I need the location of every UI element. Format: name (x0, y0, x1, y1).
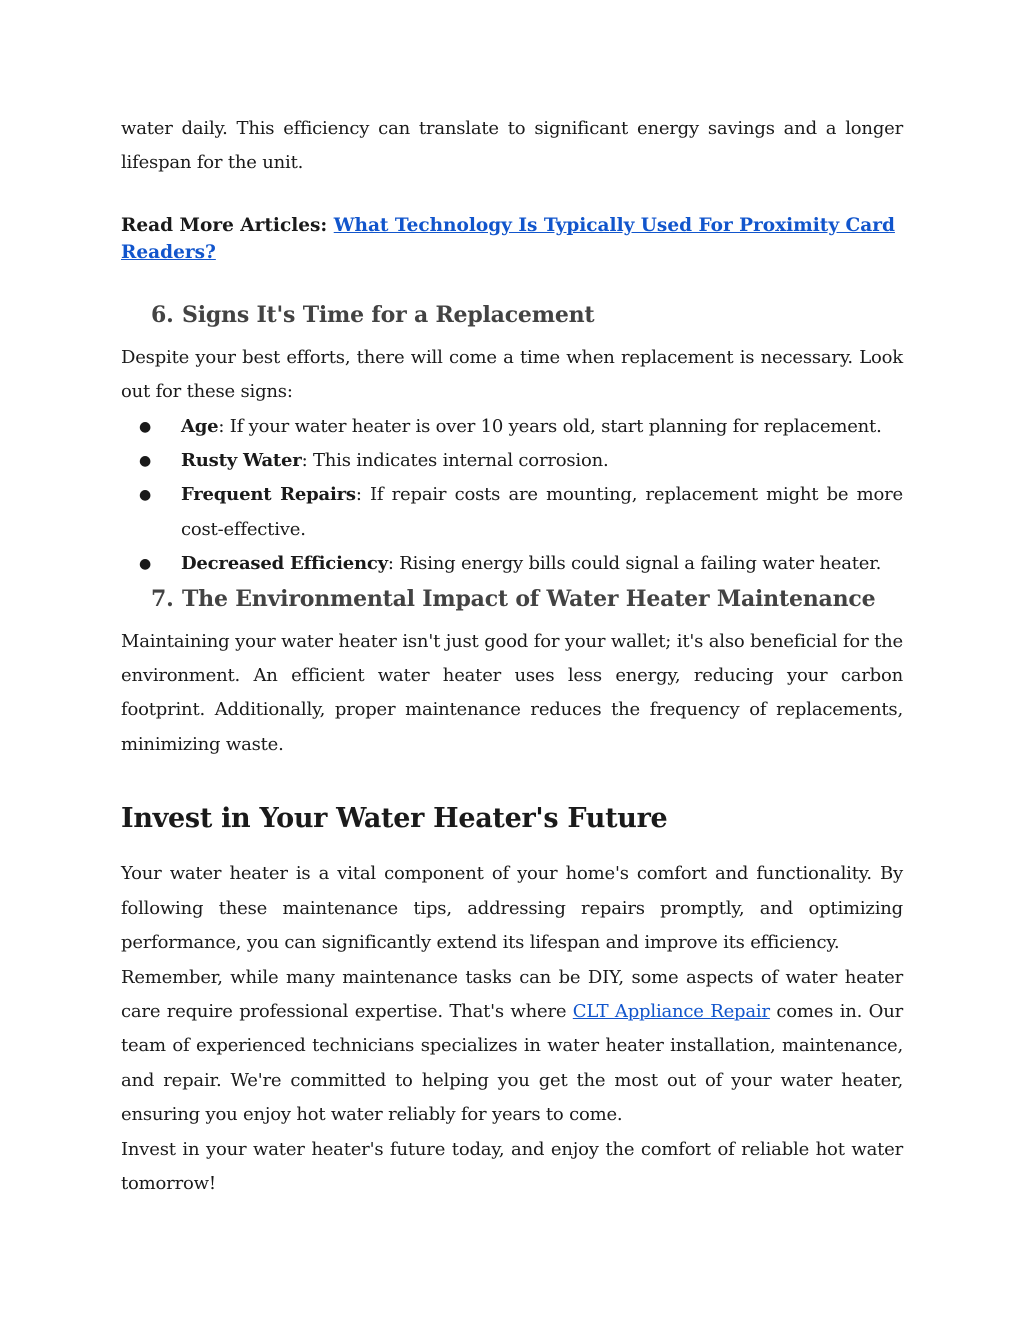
section-6-number: 6. (151, 301, 174, 328)
signs-list (121, 410, 903, 582)
section-7-title: The Environmental Impact of Water Heater Maintenance (182, 585, 876, 612)
bullet-icon: ● (139, 487, 152, 504)
list-item-text: : Rising energy bills could signal a failing water heater. (387, 553, 882, 575)
conclusion-paragraph-1: Your water heater is a vital component of your home's comfort and functionality. By following these maintenance tips, addressing repairs promptly, and optimizing performance, you can significantly extend its lifespan and improve its efficiency. (121, 863, 903, 954)
section-6-intro: Despite your best efforts, there will come a time when replacement is necessary. Look out for these signs: (121, 346, 903, 403)
list-item (121, 444, 903, 478)
section-7-heading (121, 584, 903, 614)
document-page (121, 112, 903, 1201)
list-item-text: : If your water heater is over 10 years old, start planning for replacement. (218, 415, 882, 437)
conclusion-paragraph-2-before: Remember, while many maintenance tasks can be DIY, some aspects of water heater care require professional expertise. That's where (121, 966, 903, 1022)
read-more-label: Read More Articles: (121, 214, 334, 236)
list-item-term: Rusty Water (181, 450, 302, 472)
list-item-text: : If repair costs are mounting, replacement might be more cost-effective. (181, 484, 903, 540)
section-6-heading (121, 300, 903, 330)
read-more-link[interactable]: What Technology Is Typically Used For Proximity Card Readers? (121, 214, 895, 263)
list-item-term: Age (181, 415, 219, 437)
conclusion-paragraph-2-after: comes in. Our team of experienced technicians specializes in water heater installation, maintenance, and repair. We're committed to helping you get the most out of your water heater, ensuring you enjoy hot water reliably for years to come. (121, 1000, 903, 1126)
list-item (121, 478, 903, 547)
conclusion-paragraph-3: Invest in your water heater's future today, and enjoy the comfort of reliable hot water tomorrow! (121, 1138, 903, 1194)
list-item-text: : This indicates internal corrosion. (301, 450, 609, 472)
intro-paragraph: water daily. This efficiency can translate to significant energy savings and a longer lifespan for the unit. (121, 118, 903, 174)
bullet-icon: ● (139, 418, 152, 435)
clt-appliance-repair-link[interactable]: CLT Appliance Repair (572, 1000, 770, 1022)
list-item-term: Decreased Efficiency (181, 553, 388, 575)
bullet-icon: ● (139, 453, 152, 470)
list-item-term: Frequent Repairs (181, 484, 356, 506)
list-item (121, 410, 903, 444)
conclusion-heading: Invest in Your Water Heater's Future (121, 803, 668, 835)
section-7-number: 7. (151, 585, 174, 612)
read-more-line (121, 212, 903, 266)
list-item (121, 547, 903, 581)
section-7-body: Maintaining your water heater isn't just good for your wallet; it's also beneficial for the environment. An efficient water heater uses less energy, reducing your carbon footprint. Additionally, proper maintenance reduces the frequency of replacements, minimizing waste. (121, 630, 903, 755)
bullet-icon: ● (139, 556, 152, 573)
conclusion-paragraph-2 (121, 961, 903, 1133)
section-6-title: Signs It's Time for a Replacement (182, 301, 595, 328)
